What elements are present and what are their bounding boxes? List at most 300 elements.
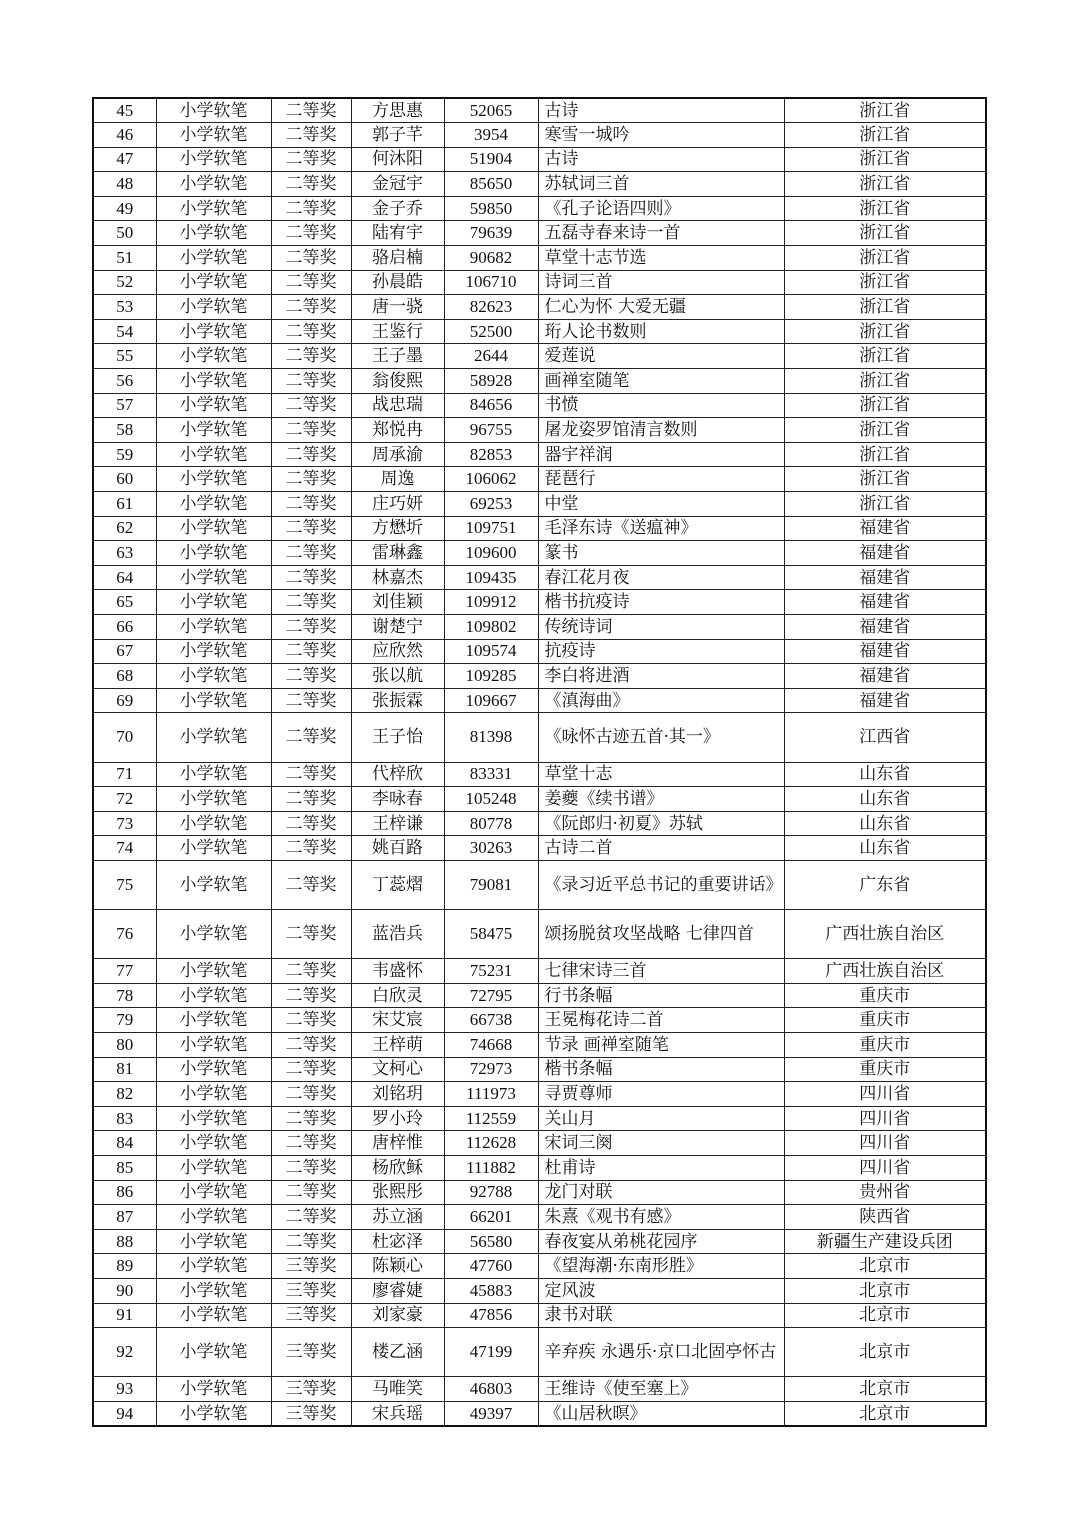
region-cell: 四川省 [784, 1131, 986, 1156]
entry-id-cell: 109912 [444, 590, 538, 615]
entry-id-cell: 82623 [444, 295, 538, 320]
row-number: 63 [93, 541, 156, 566]
name-cell: 廖睿婕 [351, 1279, 444, 1304]
row-number: 58 [93, 418, 156, 443]
table-row [93, 1377, 986, 1402]
group-cell: 小学软笔 [156, 860, 271, 909]
region-cell: 浙江省 [784, 442, 986, 467]
work-title-cell: 楷书条幅 [538, 1057, 784, 1082]
table-row [93, 1254, 986, 1279]
name-cell: 雷琳鑫 [351, 541, 444, 566]
group-cell: 小学软笔 [156, 1377, 271, 1402]
row-number: 82 [93, 1082, 156, 1107]
region-cell: 山东省 [784, 787, 986, 812]
work-title-cell: 草堂十志节选 [538, 246, 784, 271]
row-number: 52 [93, 270, 156, 295]
entry-id-cell: 111973 [444, 1082, 538, 1107]
region-cell: 福建省 [784, 516, 986, 541]
name-cell: 唐梓惟 [351, 1131, 444, 1156]
work-title-cell: 宋词三阕 [538, 1131, 784, 1156]
award-level-cell: 二等奖 [271, 1057, 351, 1082]
group-cell: 小学软笔 [156, 492, 271, 517]
group-cell: 小学软笔 [156, 1082, 271, 1107]
group-cell: 小学软笔 [156, 836, 271, 861]
award-level-cell: 二等奖 [271, 639, 351, 664]
region-cell: 重庆市 [784, 983, 986, 1008]
entry-id-cell: 80778 [444, 811, 538, 836]
region-cell: 北京市 [784, 1328, 986, 1377]
award-level-cell: 二等奖 [271, 393, 351, 418]
group-cell: 小学软笔 [156, 221, 271, 246]
group-cell: 小学软笔 [156, 983, 271, 1008]
region-cell: 陕西省 [784, 1205, 986, 1230]
region-cell: 四川省 [784, 1082, 986, 1107]
row-number: 93 [93, 1377, 156, 1402]
group-cell: 小学软笔 [156, 393, 271, 418]
name-cell: 何沐阳 [351, 147, 444, 172]
work-title-cell: 仁心为怀 大爱无疆 [538, 295, 784, 320]
group-cell: 小学软笔 [156, 344, 271, 369]
group-cell: 小学软笔 [156, 369, 271, 394]
entry-id-cell: 49397 [444, 1401, 538, 1426]
award-level-cell: 二等奖 [271, 319, 351, 344]
row-number: 57 [93, 393, 156, 418]
row-number: 54 [93, 319, 156, 344]
award-level-cell: 二等奖 [271, 295, 351, 320]
work-title-cell: 抗疫诗 [538, 639, 784, 664]
work-title-cell: 关山月 [538, 1106, 784, 1131]
name-cell: 马唯笑 [351, 1377, 444, 1402]
award-level-cell: 二等奖 [271, 1106, 351, 1131]
entry-id-cell: 106062 [444, 467, 538, 492]
region-cell: 四川省 [784, 1106, 986, 1131]
name-cell: 刘家豪 [351, 1303, 444, 1328]
name-cell: 刘佳颖 [351, 590, 444, 615]
work-title-cell: 画禅室随笔 [538, 369, 784, 394]
table-row [93, 688, 986, 713]
group-cell: 小学软笔 [156, 418, 271, 443]
group-cell: 小学软笔 [156, 1303, 271, 1328]
name-cell: 方思惠 [351, 98, 444, 123]
group-cell: 小学软笔 [156, 295, 271, 320]
name-cell: 苏立涵 [351, 1205, 444, 1230]
work-title-cell: 苏轼词三首 [538, 172, 784, 197]
table-row [93, 860, 986, 909]
group-cell: 小学软笔 [156, 762, 271, 787]
work-title-cell: 龙门对联 [538, 1180, 784, 1205]
entry-id-cell: 81398 [444, 713, 538, 762]
region-cell: 浙江省 [784, 221, 986, 246]
entry-id-cell: 72795 [444, 983, 538, 1008]
award-level-cell: 二等奖 [271, 590, 351, 615]
table-row [93, 270, 986, 295]
name-cell: 杨欣稣 [351, 1156, 444, 1181]
table-row [93, 492, 986, 517]
award-level-cell: 二等奖 [271, 123, 351, 148]
region-cell: 浙江省 [784, 319, 986, 344]
entry-id-cell: 58475 [444, 910, 538, 959]
region-cell: 山东省 [784, 762, 986, 787]
name-cell: 王子怡 [351, 713, 444, 762]
entry-id-cell: 92788 [444, 1180, 538, 1205]
group-cell: 小学软笔 [156, 590, 271, 615]
table-row [93, 393, 986, 418]
group-cell: 小学软笔 [156, 1180, 271, 1205]
entry-id-cell: 112559 [444, 1106, 538, 1131]
award-level-cell: 二等奖 [271, 369, 351, 394]
work-title-cell: 草堂十志 [538, 762, 784, 787]
work-title-cell: 古诗 [538, 147, 784, 172]
award-level-cell: 二等奖 [271, 492, 351, 517]
group-cell: 小学软笔 [156, 1328, 271, 1377]
group-cell: 小学软笔 [156, 1057, 271, 1082]
row-number: 81 [93, 1057, 156, 1082]
row-number: 92 [93, 1328, 156, 1377]
table-row [93, 762, 986, 787]
work-title-cell: 李白将进酒 [538, 664, 784, 689]
entry-id-cell: 45883 [444, 1279, 538, 1304]
group-cell: 小学软笔 [156, 688, 271, 713]
name-cell: 王梓谦 [351, 811, 444, 836]
name-cell: 楼乙涵 [351, 1328, 444, 1377]
group-cell: 小学软笔 [156, 639, 271, 664]
group-cell: 小学软笔 [156, 541, 271, 566]
table-row [93, 1057, 986, 1082]
award-level-cell: 二等奖 [271, 1205, 351, 1230]
row-number: 60 [93, 467, 156, 492]
entry-id-cell: 58928 [444, 369, 538, 394]
row-number: 47 [93, 147, 156, 172]
group-cell: 小学软笔 [156, 1229, 271, 1254]
table-row [93, 418, 986, 443]
name-cell: 王梓萌 [351, 1033, 444, 1058]
name-cell: 韦盛怀 [351, 959, 444, 984]
work-title-cell: 定风波 [538, 1279, 784, 1304]
name-cell: 李咏春 [351, 787, 444, 812]
table-body [93, 98, 986, 1426]
row-number: 86 [93, 1180, 156, 1205]
name-cell: 蓝浩兵 [351, 910, 444, 959]
group-cell: 小学软笔 [156, 147, 271, 172]
awards-table [92, 97, 987, 1427]
row-number: 65 [93, 590, 156, 615]
group-cell: 小学软笔 [156, 270, 271, 295]
region-cell: 广西壮族自治区 [784, 910, 986, 959]
award-level-cell: 二等奖 [271, 959, 351, 984]
table-row [93, 713, 986, 762]
entry-id-cell: 105248 [444, 787, 538, 812]
award-level-cell: 二等奖 [271, 664, 351, 689]
row-number: 68 [93, 664, 156, 689]
award-level-cell: 二等奖 [271, 762, 351, 787]
award-level-cell: 三等奖 [271, 1303, 351, 1328]
region-cell: 浙江省 [784, 123, 986, 148]
region-cell: 浙江省 [784, 393, 986, 418]
region-cell: 浙江省 [784, 492, 986, 517]
award-level-cell: 二等奖 [271, 221, 351, 246]
table-row [93, 1279, 986, 1304]
name-cell: 战忠瑞 [351, 393, 444, 418]
entry-id-cell: 79639 [444, 221, 538, 246]
entry-id-cell: 82853 [444, 442, 538, 467]
region-cell: 广西壮族自治区 [784, 959, 986, 984]
row-number: 89 [93, 1254, 156, 1279]
group-cell: 小学软笔 [156, 442, 271, 467]
group-cell: 小学软笔 [156, 910, 271, 959]
table-row [93, 1328, 986, 1377]
group-cell: 小学软笔 [156, 1131, 271, 1156]
entry-id-cell: 111882 [444, 1156, 538, 1181]
work-title-cell: 器宇祥润 [538, 442, 784, 467]
entry-id-cell: 46803 [444, 1377, 538, 1402]
name-cell: 丁蕊熠 [351, 860, 444, 909]
entry-id-cell: 109435 [444, 565, 538, 590]
region-cell: 重庆市 [784, 1008, 986, 1033]
work-title-cell: 杜甫诗 [538, 1156, 784, 1181]
work-title-cell: 颂扬脱贫攻坚战略 七律四首 [538, 910, 784, 959]
row-number: 53 [93, 295, 156, 320]
award-level-cell: 三等奖 [271, 1328, 351, 1377]
award-level-cell: 二等奖 [271, 98, 351, 123]
row-number: 70 [93, 713, 156, 762]
entry-id-cell: 47199 [444, 1328, 538, 1377]
name-cell: 张以航 [351, 664, 444, 689]
group-cell: 小学软笔 [156, 787, 271, 812]
work-title-cell: 古诗 [538, 98, 784, 123]
entry-id-cell: 56580 [444, 1229, 538, 1254]
award-level-cell: 三等奖 [271, 1377, 351, 1402]
region-cell: 贵州省 [784, 1180, 986, 1205]
work-title-cell: 《山居秋暝》 [538, 1401, 784, 1426]
table-row [93, 221, 986, 246]
name-cell: 林嘉杰 [351, 565, 444, 590]
work-title-cell: 寻贾尊师 [538, 1082, 784, 1107]
region-cell: 福建省 [784, 590, 986, 615]
work-title-cell: 春夜宴从弟桃花园序 [538, 1229, 784, 1254]
table-row [93, 1180, 986, 1205]
award-level-cell: 二等奖 [271, 344, 351, 369]
award-level-cell: 二等奖 [271, 1082, 351, 1107]
table-row [93, 787, 986, 812]
award-level-cell: 二等奖 [271, 172, 351, 197]
work-title-cell: 毛泽东诗《送瘟神》 [538, 516, 784, 541]
group-cell: 小学软笔 [156, 1279, 271, 1304]
award-level-cell: 三等奖 [271, 1254, 351, 1279]
row-number: 66 [93, 614, 156, 639]
work-title-cell: 琵琶行 [538, 467, 784, 492]
award-level-cell: 二等奖 [271, 614, 351, 639]
region-cell: 北京市 [784, 1254, 986, 1279]
row-number: 73 [93, 811, 156, 836]
award-level-cell: 二等奖 [271, 713, 351, 762]
table-row [93, 639, 986, 664]
group-cell: 小学软笔 [156, 1008, 271, 1033]
name-cell: 刘铭玥 [351, 1082, 444, 1107]
award-level-cell: 二等奖 [271, 1033, 351, 1058]
award-level-cell: 二等奖 [271, 246, 351, 271]
work-title-cell: 朱熹《观书有感》 [538, 1205, 784, 1230]
table-row [93, 344, 986, 369]
table-row [93, 123, 986, 148]
name-cell: 罗小玲 [351, 1106, 444, 1131]
entry-id-cell: 74668 [444, 1033, 538, 1058]
group-cell: 小学软笔 [156, 516, 271, 541]
entry-id-cell: 109600 [444, 541, 538, 566]
work-title-cell: 《孔子论语四则》 [538, 196, 784, 221]
table-row [93, 1131, 986, 1156]
table-row [93, 319, 986, 344]
region-cell: 福建省 [784, 565, 986, 590]
region-cell: 浙江省 [784, 147, 986, 172]
row-number: 94 [93, 1401, 156, 1426]
award-level-cell: 二等奖 [271, 565, 351, 590]
work-title-cell: 珩人论书数则 [538, 319, 784, 344]
entry-id-cell: 52065 [444, 98, 538, 123]
group-cell: 小学软笔 [156, 172, 271, 197]
entry-id-cell: 109802 [444, 614, 538, 639]
row-number: 59 [93, 442, 156, 467]
work-title-cell: 七律宋诗三首 [538, 959, 784, 984]
entry-id-cell: 75231 [444, 959, 538, 984]
region-cell: 浙江省 [784, 344, 986, 369]
work-title-cell: 行书条幅 [538, 983, 784, 1008]
table-row [93, 442, 986, 467]
work-title-cell: 爱莲说 [538, 344, 784, 369]
work-title-cell: 王冕梅花诗二首 [538, 1008, 784, 1033]
table-row [93, 590, 986, 615]
name-cell: 孙晨皓 [351, 270, 444, 295]
entry-id-cell: 51904 [444, 147, 538, 172]
work-title-cell: 篆书 [538, 541, 784, 566]
table-row [93, 246, 986, 271]
group-cell: 小学软笔 [156, 811, 271, 836]
name-cell: 骆启楠 [351, 246, 444, 271]
work-title-cell: 《滇海曲》 [538, 688, 784, 713]
table-row [93, 836, 986, 861]
award-level-cell: 二等奖 [271, 541, 351, 566]
group-cell: 小学软笔 [156, 123, 271, 148]
region-cell: 福建省 [784, 614, 986, 639]
work-title-cell: 屠龙姿罗馆清言数则 [538, 418, 784, 443]
award-level-cell: 二等奖 [271, 811, 351, 836]
row-number: 84 [93, 1131, 156, 1156]
table-row [93, 1303, 986, 1328]
group-cell: 小学软笔 [156, 664, 271, 689]
entry-id-cell: 96755 [444, 418, 538, 443]
row-number: 75 [93, 860, 156, 909]
name-cell: 陈颖心 [351, 1254, 444, 1279]
region-cell: 广东省 [784, 860, 986, 909]
row-number: 67 [93, 639, 156, 664]
name-cell: 文柯心 [351, 1057, 444, 1082]
entry-id-cell: 3954 [444, 123, 538, 148]
entry-id-cell: 59850 [444, 196, 538, 221]
table-row [93, 541, 986, 566]
group-cell: 小学软笔 [156, 713, 271, 762]
row-number: 72 [93, 787, 156, 812]
work-title-cell: 中堂 [538, 492, 784, 517]
work-title-cell: 诗词三首 [538, 270, 784, 295]
table-row [93, 614, 986, 639]
row-number: 55 [93, 344, 156, 369]
row-number: 78 [93, 983, 156, 1008]
group-cell: 小学软笔 [156, 959, 271, 984]
name-cell: 郭子芊 [351, 123, 444, 148]
name-cell: 张熙彤 [351, 1180, 444, 1205]
table-row [93, 1401, 986, 1426]
row-number: 69 [93, 688, 156, 713]
entry-id-cell: 79081 [444, 860, 538, 909]
row-number: 83 [93, 1106, 156, 1131]
region-cell: 北京市 [784, 1279, 986, 1304]
entry-id-cell: 52500 [444, 319, 538, 344]
award-level-cell: 二等奖 [271, 860, 351, 909]
group-cell: 小学软笔 [156, 467, 271, 492]
row-number: 50 [93, 221, 156, 246]
name-cell: 谢楚宁 [351, 614, 444, 639]
table-row [93, 516, 986, 541]
region-cell: 北京市 [784, 1401, 986, 1426]
name-cell: 代梓欣 [351, 762, 444, 787]
table-row [93, 1082, 986, 1107]
table-row [93, 959, 986, 984]
award-level-cell: 二等奖 [271, 1180, 351, 1205]
row-number: 77 [93, 959, 156, 984]
entry-id-cell: 85650 [444, 172, 538, 197]
award-level-cell: 二等奖 [271, 1229, 351, 1254]
table-row [93, 98, 986, 123]
region-cell: 山东省 [784, 836, 986, 861]
row-number: 80 [93, 1033, 156, 1058]
award-level-cell: 二等奖 [271, 1008, 351, 1033]
entry-id-cell: 90682 [444, 246, 538, 271]
award-level-cell: 二等奖 [271, 196, 351, 221]
table-row [93, 664, 986, 689]
work-title-cell: 隶书对联 [538, 1303, 784, 1328]
table-row [93, 467, 986, 492]
award-level-cell: 二等奖 [271, 1156, 351, 1181]
row-number: 64 [93, 565, 156, 590]
award-level-cell: 二等奖 [271, 467, 351, 492]
table-row [93, 369, 986, 394]
work-title-cell: 姜夔《续书谱》 [538, 787, 784, 812]
work-title-cell: 五磊寺春来诗一首 [538, 221, 784, 246]
name-cell: 金子乔 [351, 196, 444, 221]
work-title-cell: 王维诗《使至塞上》 [538, 1377, 784, 1402]
award-level-cell: 二等奖 [271, 418, 351, 443]
row-number: 79 [93, 1008, 156, 1033]
name-cell: 王子墨 [351, 344, 444, 369]
region-cell: 福建省 [784, 639, 986, 664]
entry-id-cell: 109285 [444, 664, 538, 689]
group-cell: 小学软笔 [156, 1401, 271, 1426]
table-row [93, 983, 986, 1008]
region-cell: 江西省 [784, 713, 986, 762]
group-cell: 小学软笔 [156, 196, 271, 221]
award-level-cell: 二等奖 [271, 516, 351, 541]
row-number: 46 [93, 123, 156, 148]
table-row [93, 1033, 986, 1058]
award-level-cell: 二等奖 [271, 442, 351, 467]
work-title-cell: 《咏怀古迹五首·其一》 [538, 713, 784, 762]
award-level-cell: 二等奖 [271, 1131, 351, 1156]
name-cell: 应欣然 [351, 639, 444, 664]
name-cell: 杜宓泽 [351, 1229, 444, 1254]
region-cell: 福建省 [784, 664, 986, 689]
name-cell: 庄巧妍 [351, 492, 444, 517]
work-title-cell: 节录 画禅室随笔 [538, 1033, 784, 1058]
name-cell: 陆宥宇 [351, 221, 444, 246]
